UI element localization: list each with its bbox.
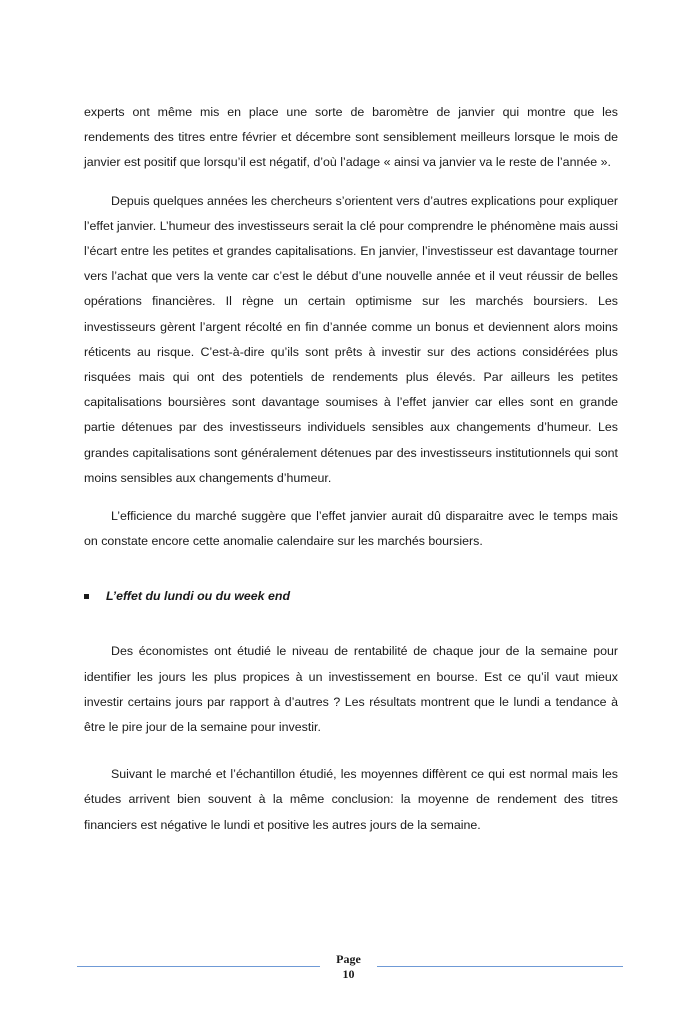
footer-rule-left — [77, 966, 320, 967]
paragraph-conclusion: Suivant le marché et l’échantillon étudié, les moyennes diffèrent ce qui est normal mais les études arrivent bien souvent à la même conclusion: la moyenne de rendement des titres financiers est négative le lundi et positive les autres jours de la semaine. — [84, 767, 618, 832]
footer-rule-right — [377, 966, 623, 967]
section-heading-row — [84, 584, 618, 609]
square-bullet-icon — [84, 594, 89, 599]
paragraph-continuation: experts ont même mis en place une sorte de baromètre de janvier qui montre que les rendements des titres entre février et décembre sont sensiblement meilleurs lorsque le mois de janvier est positif que lorsqu’il est négatif, d’où l’adage « ainsi va janvier va le reste de l’année ». — [84, 105, 618, 170]
page-footer — [0, 950, 700, 990]
section-heading: L’effet du lundi ou du week end — [106, 589, 291, 604]
paragraph-explanations: Depuis quelques années les chercheurs s’orientent vers d’autres explications pour expliquer l’effet janvier. L’humeur des investisseurs serait la clé pour comprendre le phénomène mais aussi l’écart entre les petites et grandes capitalisations. En janvier, l’investisseur est davantage tourner vers l’achat que vers la vente car c’est le début d’une nouvelle année et il veut réussir de belles opérations financières. Il règne un certain optimisme sur les marchés boursiers. Les investisseurs gèrent l’argent récolté en fin d’année comme un bonus et deviennent alors moins réticents au risque. C’est-à-dire qu’ils sont prêts à investir sur des actions considérées plus risquées mais qui ont des potentiels de rendements plus élevés. Par ailleurs les petites capitalisations boursières sont davantage soumises à l’effet janvier car elles sont en grande partie détenues par des investisseurs individuels sensibles aux changements d’humeur. Les grandes capitalisations sont généralement détenues par des investisseurs institutionnels qui sont moins sensibles aux changements d’humeur. — [84, 193, 618, 485]
page-number-label — [320, 952, 377, 982]
paragraph-monday-effect: Des économistes ont étudié le niveau de rentabilité de chaque jour de la semaine pour identifier les jours les plus propices à un investissement en bourse. Est ce qu’il vaut mieux investir certains jours par rapport à d’autres ? Les résultats montrent que le lundi a tendance à être le pire jour de la semaine pour investir. — [84, 644, 618, 735]
paragraph-market-efficiency: L’efficience du marché suggère que l’effet janvier aurait dû disparaitre avec le temps mais on constate encore cette anomalie calendaire sur les marchés boursiers. — [84, 509, 618, 549]
document-body — [84, 100, 618, 838]
page-number: 10 — [342, 967, 355, 981]
page-label: Page — [336, 952, 361, 966]
